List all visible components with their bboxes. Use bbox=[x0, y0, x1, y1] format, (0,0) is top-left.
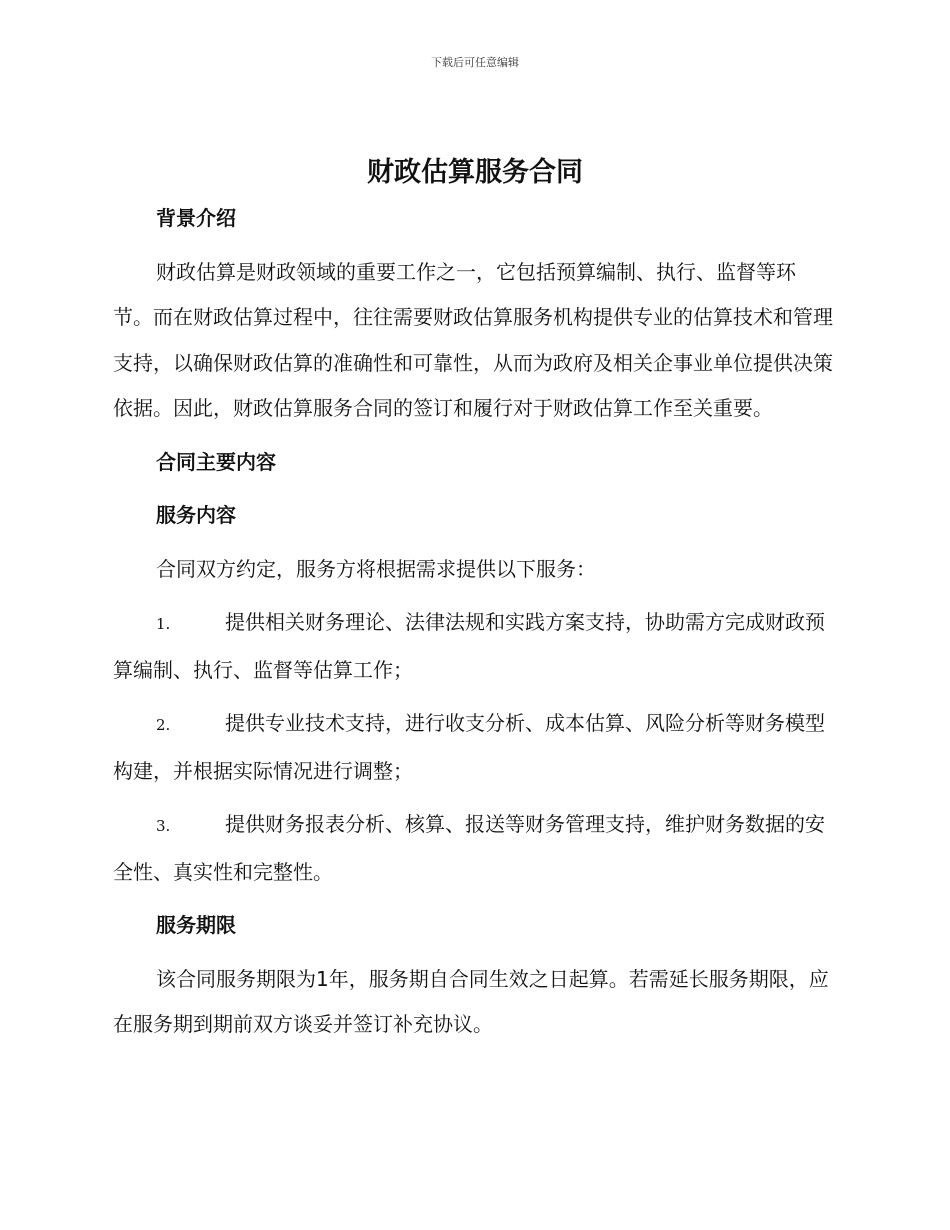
background-heading: 背景介绍 bbox=[156, 206, 236, 230]
document-title: 财政估算服务合同 bbox=[367, 157, 583, 188]
list-item-number: 3. bbox=[156, 817, 171, 835]
list-item bbox=[113, 600, 833, 693]
main-content-heading: 合同主要内容 bbox=[156, 449, 276, 474]
list-item-text: 提供财务报表分析、核算、报送等财务管理支持，维护财务数据的安全性、真实性和完整性。 bbox=[113, 812, 825, 884]
list-item-number: 1. bbox=[156, 615, 171, 633]
list-item bbox=[113, 802, 833, 895]
list-item-text: 提供相关财务理论、法律法规和实践方案支持，协助需方完成财政预算编制、执行、监督等估算工作； bbox=[113, 610, 825, 682]
list-item bbox=[113, 701, 833, 794]
background-paragraph: 财政估算是财政领域的重要工作之一，它包括预算编制、执行、监督等环节。而在财政估算过程中，往往需要财政估算服务机构提供专业的估算技术和管理支持，以确保财政估算的准确性和可靠性，从而为政府及相关企事业单位提供决策依据。因此，财政估算服务合同的签订和履行对于财政估算工作至关重要。 bbox=[113, 259, 833, 420]
service-intro: 合同双方约定，服务方将根据需求提供以下服务： bbox=[156, 556, 596, 581]
header-note: 下载后可任意编辑 bbox=[431, 56, 519, 69]
service-content-heading: 服务内容 bbox=[156, 503, 236, 527]
document-body bbox=[113, 196, 833, 1048]
service-term-heading: 服务期限 bbox=[156, 913, 236, 937]
list-item-number: 2. bbox=[156, 716, 171, 734]
list-item-text: 提供专业技术支持，进行收支分析、成本估算、风险分析等财务模型构建，并根据实际情况进行调整； bbox=[113, 711, 825, 783]
service-term-paragraph: 该合同服务期限为1年，服务期自合同生效之日起算。若需延长服务期限，应在服务期到期前双方谈妥并签订补充协议。 bbox=[113, 966, 829, 1036]
